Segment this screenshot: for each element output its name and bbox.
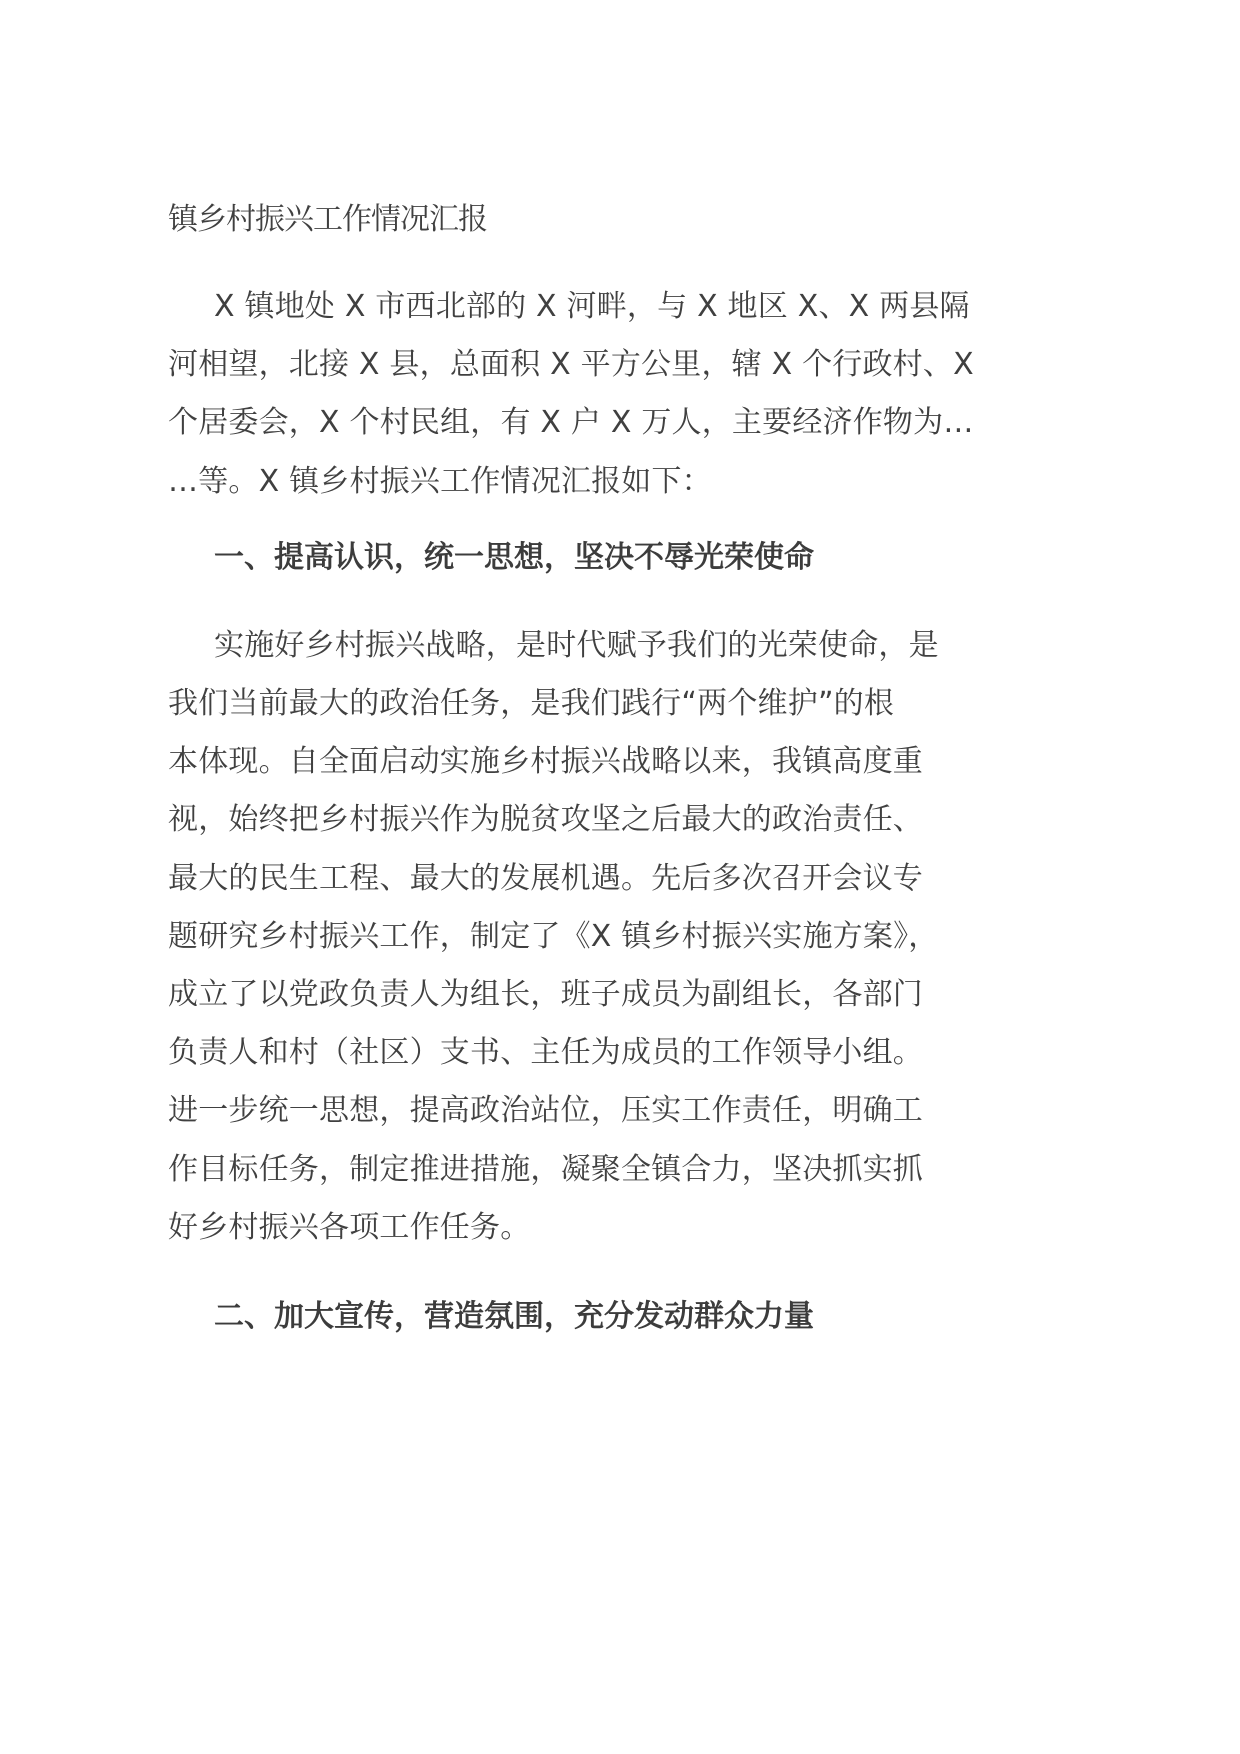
document-title: 镇乡村振兴工作情况汇报 bbox=[168, 202, 487, 237]
paragraph-line: 题研究乡村振兴工作，制定了《X 镇乡村振兴实施方案》， bbox=[168, 918, 939, 954]
section-heading-1: 一、提高认识，统一思想，坚决不辱光荣使命 bbox=[214, 539, 814, 575]
section-heading-2: 二、加大宣传，营造氛围，充分发动群众力量 bbox=[214, 1299, 814, 1335]
intro-paragraph bbox=[168, 278, 974, 511]
section-1-paragraph bbox=[168, 617, 942, 1257]
paragraph-line: 进一步统一思想，提高政治站位，压实工作责任，明确工 bbox=[168, 1093, 923, 1129]
paragraph-line: 本体现。自全面启动实施乡村振兴战略以来，我镇高度重 bbox=[168, 744, 923, 780]
paragraph-line: 最大的民生工程、最大的发展机遇。先后多次召开会议专 bbox=[168, 860, 923, 896]
paragraph-line: 成立了以党政负责人为组长，班子成员为副组长，各部门 bbox=[168, 977, 923, 1013]
paragraph-line: 作目标任务，制定推进措施，凝聚全镇合力，坚决抓实抓 bbox=[168, 1151, 923, 1187]
paragraph-line: …等。X 镇乡村振兴工作情况汇报如下： bbox=[168, 463, 712, 499]
paragraph-line: 实施好乡村振兴战略，是时代赋予我们的光荣使命，是 bbox=[214, 627, 939, 663]
paragraph-line: 我们当前最大的政治任务，是我们践行“两个维护”的根 bbox=[168, 686, 895, 722]
document-page bbox=[168, 198, 974, 1376]
paragraph-line: X 镇地处 X 市西北部的 X 河畔，与 X 地区 X、X 两县隔 bbox=[214, 289, 970, 324]
paragraph-line: 个居委会，X 个村民组，有 X 户 X 万人，主要经济作物为… bbox=[168, 405, 974, 441]
paragraph-line: 视，始终把乡村振兴作为脱贫攻坚之后最大的政治责任、 bbox=[168, 802, 923, 838]
paragraph-line: 河相望，北接 X 县，总面积 X 平方公里，辖 X 个行政村、X bbox=[168, 347, 974, 383]
paragraph-line: 负责人和村（社区）支书、主任为成员的工作领导小组。 bbox=[168, 1035, 923, 1071]
paragraph-line: 好乡村振兴各项工作任务。 bbox=[168, 1209, 531, 1245]
